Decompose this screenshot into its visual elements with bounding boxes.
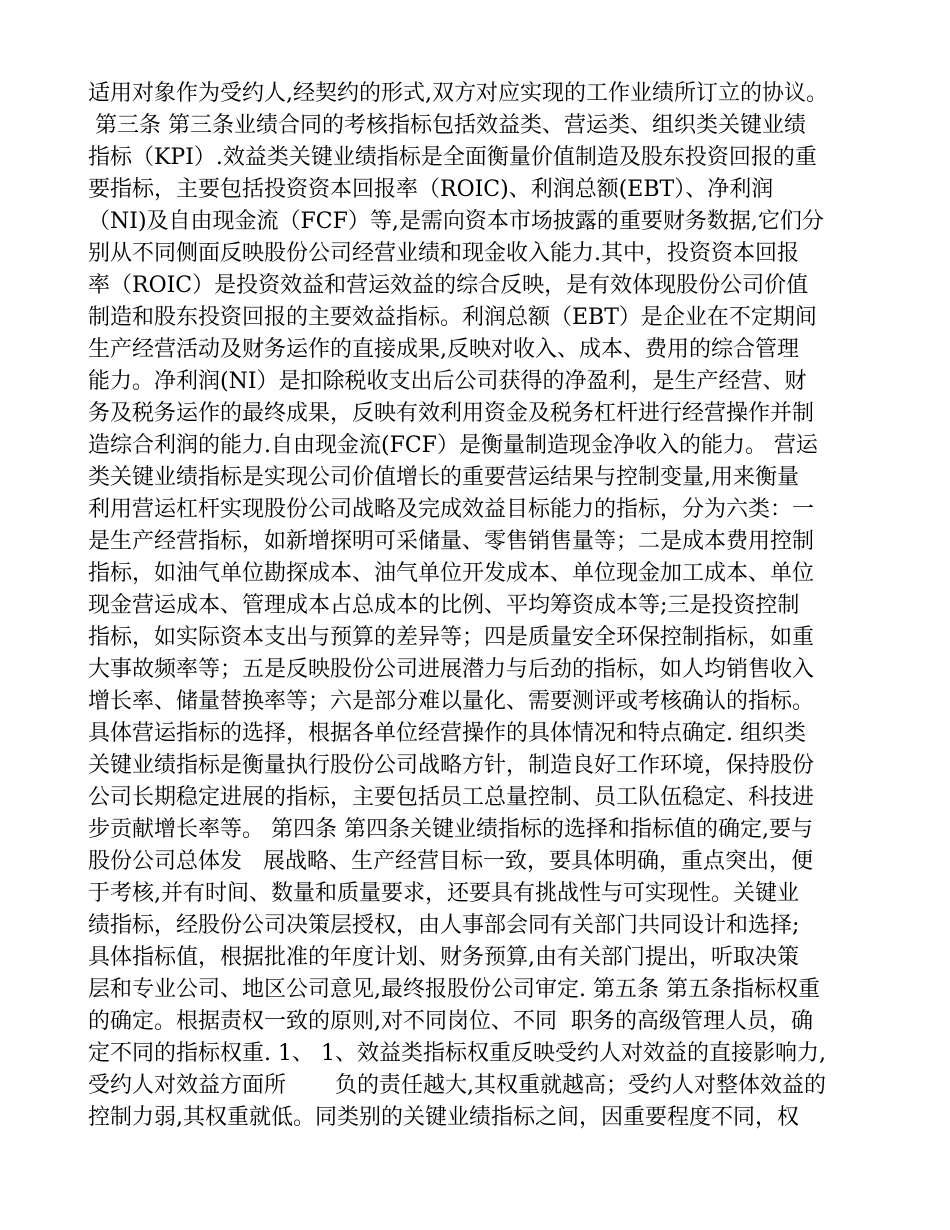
text-line: 步贡献增长率等。 第四条 第四条关键业绩指标的选择和指标值的确定,要与 bbox=[88, 817, 813, 842]
text-line: 是生产经营指标，如新增探明可采储量、零售销售量等；二是成本费用控制 bbox=[88, 529, 815, 554]
text-line: 第三条 第三条业绩合同的考核指标包括效益类、营运类、组织类关键业绩 bbox=[88, 113, 806, 138]
text-line: 要指标，主要包括投资资本回报率（ROIC)、利润总额(EBT）、净利润 bbox=[88, 177, 774, 202]
text-line: 的确定。根据责权一致的原则,对不同岗位、不同 职务的高级管理人员，确 bbox=[88, 1009, 813, 1034]
text-line: 利用营运杠杆实现股份公司战略及完成效益目标能力的指标，分为六类：一 bbox=[88, 497, 815, 522]
text-line: 率（ROIC）是投资效益和营运效益的综合反映，是有效体现股份公司价值 bbox=[88, 273, 809, 298]
text-line: 指标，如实际资本支出与预算的差异等；四是质量安全环保控制指标，如重 bbox=[88, 625, 815, 650]
text-line: 绩指标，经股份公司决策层授权，由人事部会同有关部门共同设计和选择; bbox=[88, 913, 800, 938]
text-line: 制造和股东投资回报的主要效益指标。利润总额（EBT）是企业在不定期间 bbox=[88, 305, 817, 330]
text-line: 指标（KPI）.效益类关键业绩指标是全面衡量价值制造及股东投资回报的重 bbox=[88, 145, 817, 170]
text-line: 关键业绩指标是衡量执行股份公司战略方针，制造良好工作环境，保持股份 bbox=[88, 753, 815, 778]
text-line: 层和专业公司、地区公司意见,最终报股份公司审定. 第五条 第五条指标权重 bbox=[88, 977, 820, 1002]
text-line: 类关键业绩指标是实现公司价值增长的重要营运结果与控制变量,用来衡量 bbox=[88, 465, 799, 490]
document-page bbox=[88, 78, 878, 1134]
text-line: 于考核,并有时间、数量和质量要求，还要具有挑战性与可实现性。关键业 bbox=[88, 881, 799, 906]
text-line: 增长率、储量替换率等；六是部分难以量化、需要测评或考核确认的指标。 bbox=[88, 689, 815, 714]
text-line: 别从不同侧面反映股份公司经营业绩和现金收入能力.其中，投资资本回报 bbox=[88, 241, 799, 266]
text-line: 公司长期稳定进展的指标，主要包括员工总量控制、员工队伍稳定、科技进 bbox=[88, 785, 815, 810]
text-line: 适用对象作为受约人,经契约的形式,双方对应实现的工作业绩所订立的协议。 bbox=[88, 81, 828, 106]
text-line: 生产经营活动及财务运作的直接成果,反映对收入、成本、费用的综合管理 bbox=[88, 337, 799, 362]
text-line: 定不同的指标权重. 1、 1、效益类指标权重反映受约人对效益的直接影响力, bbox=[88, 1041, 826, 1066]
text-line: 务及税务运作的最终成果，反映有效利用资金及税务杠杆进行经营操作并制 bbox=[88, 401, 815, 426]
text-line: 控制力弱,其权重就低。同类别的关键业绩指标之间，因重要程度不同，权 bbox=[88, 1105, 799, 1130]
text-line: 股份公司总体发 展战略、生产经营目标一致，要具体明确，重点突出，便 bbox=[88, 849, 813, 874]
text-line: 指标，如油气单位勘探成本、油气单位开发成本、单位现金加工成本、单位 bbox=[88, 561, 815, 586]
text-line: 具体指标值，根据批准的年度计划、财务预算,由有关部门提出，听取决策 bbox=[88, 945, 799, 970]
text-line: 现金营运成本、管理成本占总成本的比例、平均筹资成本等;三是投资控制 bbox=[88, 593, 800, 618]
text-line: 具体营运指标的选择，根据各单位经营操作的具体情况和特点确定. 组织类 bbox=[88, 721, 806, 746]
text-line: （NI)及自由现金流（FCF）等,是需向资本市场披露的重要财务数据,它们分 bbox=[88, 209, 824, 234]
text-line: 造综合利润的能力.自由现金流(FCF）是衡量制造现金净收入的能力。 营运 bbox=[88, 433, 818, 458]
text-line: 大事故频率等；五是反映股份公司进展潜力与后劲的指标，如人均销售收入 bbox=[88, 657, 815, 682]
text-line: 受约人对效益方面所 负的责任越大,其权重就越高；受约人对整体效益的 bbox=[88, 1073, 826, 1098]
text-line: 能力。净利润(NI）是扣除税收支出后公司获得的净盈利，是生产经营、财 bbox=[88, 369, 807, 394]
